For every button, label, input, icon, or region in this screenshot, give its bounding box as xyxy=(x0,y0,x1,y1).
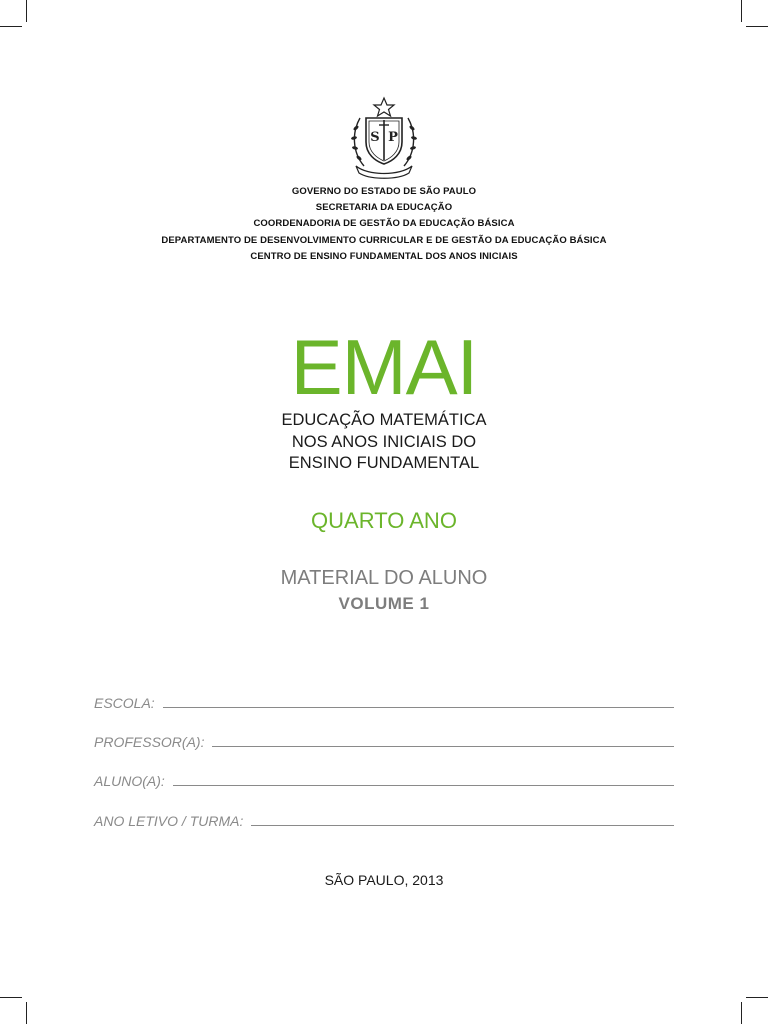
student-field[interactable] xyxy=(94,768,674,790)
government-line: DEPARTAMENTO DE DESENVOLVIMENTO CURRICULAR E DE GESTÃO DA EDUCAÇÃO BÁSICA xyxy=(161,234,607,246)
volume-label: VOLUME 1 xyxy=(338,594,430,613)
crop-mark xyxy=(746,26,768,27)
government-line: GOVERNO DO ESTADO DE SÃO PAULO xyxy=(291,186,477,197)
government-line: SECRETARIA DA EDUCAÇÃO xyxy=(315,202,453,214)
government-line: COORDENADORIA DE GESTÃO DA EDUCAÇÃO BÁSICA xyxy=(253,218,515,230)
crop-mark xyxy=(0,26,22,27)
sao-paulo-coat-of-arms-icon xyxy=(346,96,422,180)
program-title: EMAI xyxy=(290,323,478,411)
teacher-fill-line[interactable] xyxy=(212,746,674,747)
teacher-field[interactable] xyxy=(94,729,674,751)
school-field[interactable] xyxy=(94,690,674,712)
subtitle-line: ENSINO FUNDAMENTAL xyxy=(288,454,480,472)
place-date-footer: SÃO PAULO, 2013 xyxy=(324,872,444,888)
subtitle-line: EDUCAÇÃO MATEMÁTICA xyxy=(281,411,487,429)
subtitle-line: NOS ANOS INICIAIS DO xyxy=(291,432,477,451)
material-label: MATERIAL DO ALUNO xyxy=(280,567,488,589)
crop-mark xyxy=(741,1002,742,1024)
year-class-field[interactable] xyxy=(94,808,674,830)
program-subtitle xyxy=(0,410,768,475)
year-class-label: ANO LETIVO / TURMA: xyxy=(94,813,244,829)
svg-text:P: P xyxy=(388,130,398,145)
school-label: ESCOLA: xyxy=(94,695,155,711)
crop-mark xyxy=(26,0,27,22)
student-fill-line[interactable] xyxy=(173,785,674,786)
crop-mark xyxy=(0,997,22,998)
crop-mark xyxy=(741,0,742,22)
government-line: CENTRO DE ENSINO FUNDAMENTAL DOS ANOS INICIAIS xyxy=(250,250,518,262)
grade-label: QUARTO ANO xyxy=(311,508,457,533)
teacher-label: PROFESSOR(A): xyxy=(94,734,205,750)
student-label: ALUNO(A): xyxy=(94,773,165,789)
government-header xyxy=(0,184,768,265)
svg-text:S: S xyxy=(370,130,380,145)
school-fill-line[interactable] xyxy=(163,707,674,708)
crop-mark xyxy=(746,997,768,998)
year-class-fill-line[interactable] xyxy=(251,825,674,826)
crop-mark xyxy=(26,1002,27,1024)
